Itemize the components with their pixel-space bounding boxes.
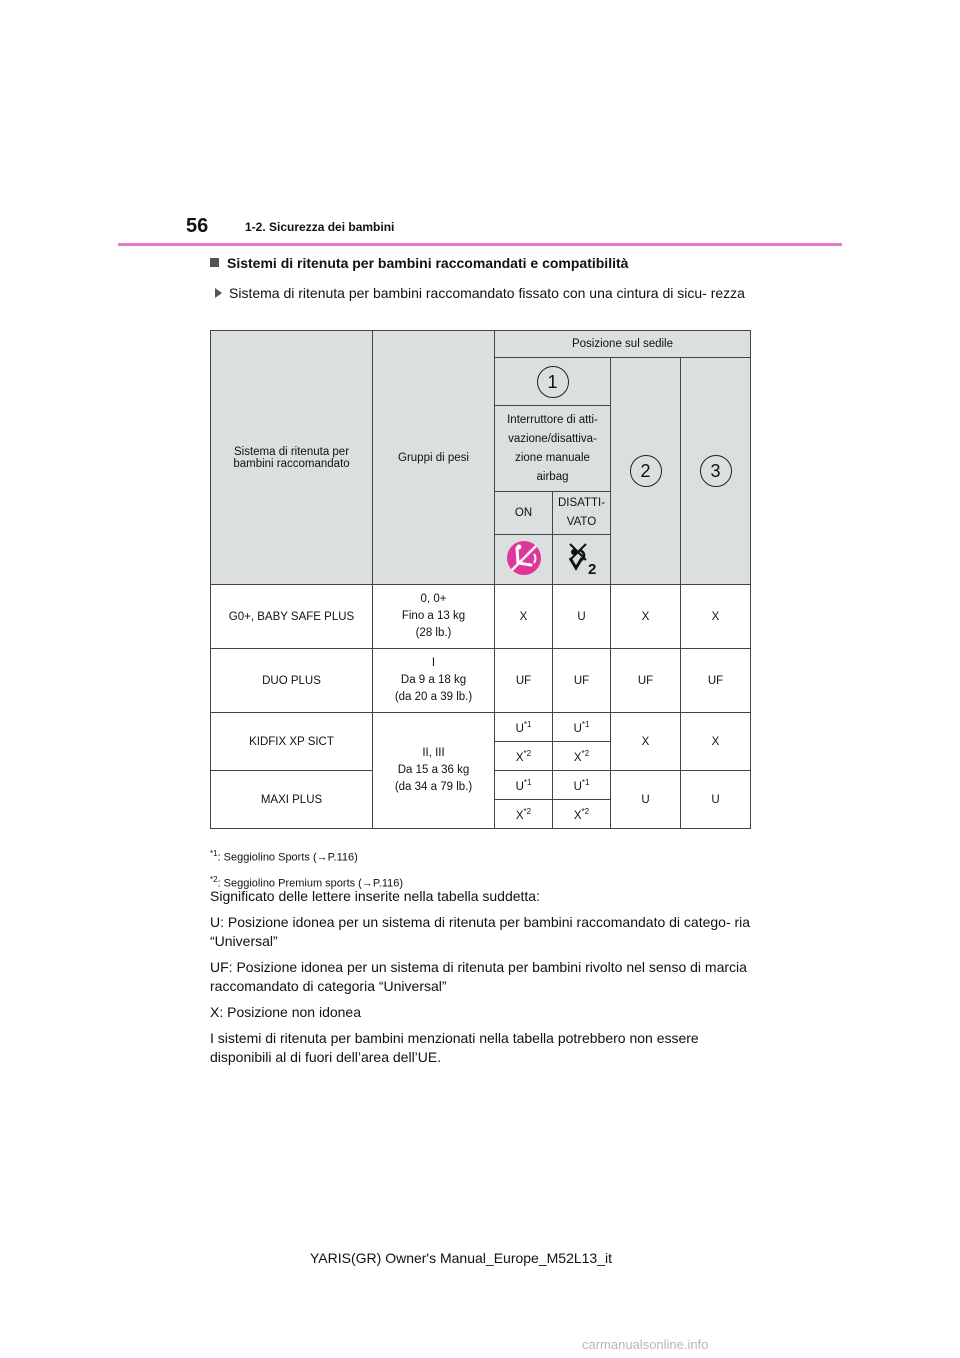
group-line: 0, 0+: [420, 593, 447, 605]
seat-1-icon: 1: [537, 366, 569, 398]
page-number: 56: [186, 215, 209, 237]
paragraph: U: Posizione idonea per un sistema di ritenuta per bambini raccomandato di catego- ria “Universal”: [210, 914, 751, 949]
header-position: Posizione sul sedile: [495, 331, 751, 358]
group-line: (da 20 a 39 lb.): [394, 691, 473, 703]
square-bullet-icon: [210, 258, 219, 267]
cell-value: UF: [553, 649, 611, 713]
seat-1-cell: [495, 358, 611, 406]
cell-value: X: [681, 585, 751, 649]
compatibility-table: [210, 330, 751, 829]
seat-3-cell: [681, 358, 751, 585]
cell-value: X: [681, 713, 751, 771]
row-name: KIDFIX XP SICT: [211, 713, 373, 771]
row-groups: [373, 649, 495, 713]
cell-value: $X^{*2}$: [553, 742, 611, 771]
row-name: G0+, BABY SAFE PLUS: [211, 585, 373, 649]
row-groups: [373, 585, 495, 649]
cell-value: $U^{*1}$: [553, 713, 611, 742]
cell-value: $X^{*2}$: [495, 800, 553, 829]
cell-value: X: [611, 713, 681, 771]
cell-value: X: [611, 585, 681, 649]
airbag-switch-label: Interruttore di atti- vazione/disattiva- zione manuale airbag: [495, 406, 611, 492]
header-groups: Gruppi di pesi: [373, 331, 495, 585]
heading-text: Sistemi di ritenuta per bambini raccomandati e compatibilità: [227, 255, 629, 271]
svg-text:2: 2: [587, 561, 596, 578]
cell-value: $U^{*1}$: [495, 771, 553, 800]
footnote-1: $^{*1}$: Seggiolino Sports (→P.116): [210, 849, 358, 864]
triangle-bullet-icon: [215, 288, 222, 298]
cell-value: $X^{*2}$: [495, 742, 553, 771]
section-title: 1-2. Sicurezza dei bambini: [245, 220, 395, 234]
paragraph: I sistemi di ritenuta per bambini menzionati nella tabella potrebbero non essere disponibili al di fuori dell’area dell’UE.: [210, 1030, 699, 1065]
section-heading: [210, 255, 628, 271]
seat-3-icon: 3: [700, 455, 732, 487]
cell-value: $X^{*2}$: [553, 800, 611, 829]
seat-2-icon: 2: [630, 455, 662, 487]
cell-value: U: [611, 771, 681, 829]
paragraph: Significato delle lettere inserite nella tabella suddetta:: [210, 888, 540, 904]
group-line: (28 lb.): [415, 627, 452, 639]
subheading: [215, 282, 755, 304]
paragraph: UF: Posizione idonea per un sistema di ritenuta per bambini rivolto nel senso di marcia raccomandato di categoria “Universal”: [210, 959, 747, 994]
row-groups: [373, 713, 495, 829]
cell-value: U: [553, 585, 611, 649]
header-restraint: Sistema di ritenuta per bambini raccomandato: [211, 331, 373, 585]
airbag-on-cell: [495, 535, 553, 585]
group-line: I: [431, 657, 436, 669]
subheading-text: Sistema di ritenuta per bambini raccomandato fissato con una cintura di sicu- rezza: [229, 285, 745, 301]
footnote-2: $^{*2}$: Seggiolino Premium sports (→P.116): [210, 874, 404, 890]
airbag-on-label: ON: [495, 492, 553, 535]
airbag-off-indicator-icon: [504, 538, 544, 578]
row-name: MAXI PLUS: [211, 771, 373, 829]
header-rule: [118, 243, 842, 246]
page-footer: YARIS(GR) Owner's Manual_Europe_M52L13_it: [310, 1250, 612, 1266]
group-line: II, III: [422, 747, 445, 759]
row-name: DUO PLUS: [211, 649, 373, 713]
airbag-disabled-icon: [562, 538, 602, 578]
group-line: (da 34 a 79 lb.): [394, 781, 473, 793]
airbag-off-label: DISATTI- VATO: [553, 492, 611, 535]
paragraph: X: Posizione non idonea: [210, 1004, 361, 1020]
watermark: carmanualsonline.info: [582, 1337, 709, 1352]
group-line: Da 15 a 36 kg: [397, 764, 470, 776]
airbag-off-cell: [553, 535, 611, 585]
cell-value: $U^{*1}$: [553, 771, 611, 800]
cell-value: U: [681, 771, 751, 829]
group-line: Fino a 13 kg: [401, 610, 466, 622]
cell-value: X: [495, 585, 553, 649]
seat-2-cell: [611, 358, 681, 585]
group-line: Da 9 a 18 kg: [400, 674, 467, 686]
cell-value: UF: [681, 649, 751, 713]
cell-value: UF: [495, 649, 553, 713]
cell-value: $U^{*1}$: [495, 713, 553, 742]
cell-value: UF: [611, 649, 681, 713]
body-text: [210, 887, 755, 1074]
